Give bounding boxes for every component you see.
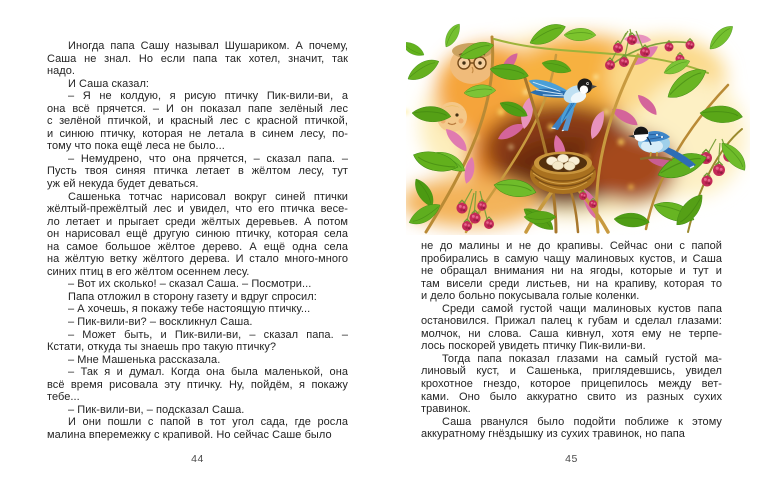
text-line: Саша не знал. Но если папа так хотел, значит, так <box>47 52 348 65</box>
paragraph <box>421 353 722 416</box>
paragraph <box>47 303 348 316</box>
text-line: Саша рванулся было подойти поближе к этому <box>442 415 722 428</box>
text-line: молчок, ни слова. Саша кивнул, хотя ему не терпе- <box>421 327 722 340</box>
paragraph <box>47 366 348 404</box>
paragraph <box>47 153 348 191</box>
text-line: – А хочешь, я покажу тебе настоящую птичку... <box>68 303 311 316</box>
text-line: не обращал внимания ни на ягоды, которые и тут и <box>421 265 722 278</box>
text-line: травинок. <box>421 403 471 416</box>
left-page-number: 44 <box>191 453 204 465</box>
text-line: тому что пока ещё леса не было... <box>47 140 225 153</box>
text-line: Пусть твоя синяя птичка летает в жёлтом лесу, тут <box>47 165 348 178</box>
paragraph <box>421 416 722 441</box>
text-line: – Пик-вили-ви, – подсказал Саша. <box>68 403 245 416</box>
text-line: Сашенька тотчас нарисовал вокруг синей птички <box>68 190 348 203</box>
left-page-text <box>47 40 348 442</box>
bird-nest <box>530 152 596 195</box>
text-line: пробирались в самую чащу малиновых кустов, и Саша <box>421 252 722 265</box>
paragraph <box>47 404 348 417</box>
paragraph <box>47 191 348 279</box>
text-line: синих птиц в его жёлтом осеннем лесу. <box>47 265 250 278</box>
paragraph <box>47 316 348 329</box>
text-line: остановился. Прижал палец к губам и сделал глазами: <box>421 315 722 328</box>
right-page-text <box>421 240 722 441</box>
text-line: – Вот их сколько! – сказал Саша. – Посмотри... <box>68 278 312 291</box>
paragraph <box>421 303 722 353</box>
text-line: с зелёной птичкой, и красный лес с красной птичкой, <box>47 115 348 128</box>
text-line: и синюю птичку, которая не летала в синем лесу, по- <box>47 127 348 140</box>
paragraph <box>47 329 348 354</box>
text-line: всё время рисовала эту птичку. Ну, пойдём, я покажу <box>47 378 348 391</box>
text-line: – Может быть, и Пик-вили-ви, – сказал папа. – <box>68 328 348 341</box>
text-line: – Так я и думал. Когда она была маленькой, она <box>68 366 348 379</box>
text-line: И Саша сказал: <box>68 77 150 90</box>
raspberry-thicket-illustration <box>406 17 750 235</box>
text-line: аккуратному гнёздышку из сухих травинок, но папа <box>421 428 685 441</box>
text-line: линовый куст, и Сашенька, приглядевшись, увидел <box>421 365 722 378</box>
text-line: – Я не колдую, я рисую птичку Пик-вили-ви, а <box>68 90 348 103</box>
paragraph <box>47 90 348 153</box>
illustration <box>406 17 750 235</box>
text-line: жёлтый-прежёлтый лес и увидел, что его птичка весе- <box>47 203 348 216</box>
paragraph <box>47 354 348 367</box>
text-line: ло летает и прыгает среди жёлтых деревьев. А потом <box>47 215 348 228</box>
text-line: Папа отложил в сторону газету и вдруг спросил: <box>68 290 317 303</box>
text-line: на самое большое жёлтое дерево. А ещё одна села <box>47 240 348 253</box>
paragraph <box>421 240 722 303</box>
text-line: она всё прячется. – И он показал папе зелёный лес <box>47 102 348 115</box>
text-line: – Мне Машенька рассказала. <box>68 353 221 366</box>
text-line: – Немудрено, что она прячется, – сказал папа. – <box>68 152 348 165</box>
text-line: уж ей некуда будет деваться. <box>47 178 199 191</box>
paragraph <box>47 291 348 304</box>
text-line: тебе... <box>47 391 80 404</box>
text-line: И они пошли с папой в тот угол сада, где росла <box>68 416 348 429</box>
text-line: лось поскорей увидеть птичку Пик-вили-ви. <box>421 340 646 353</box>
right-page-number: 45 <box>565 453 578 465</box>
paragraph <box>47 78 348 91</box>
text-line: там висели среди листьев, ни на крапиву, которая то <box>421 277 722 290</box>
text-line: – Пик-вили-ви? – воскликнул Саша. <box>68 316 253 329</box>
text-line: Кстати, откуда ты знаешь про такую птичку? <box>47 341 277 354</box>
text-line: не до малины и не до крапивы. Сейчас они с папой <box>421 240 722 252</box>
text-line: крохотное гнездо, которое прицепилось между вет- <box>421 378 722 391</box>
text-line: надо. <box>47 65 76 78</box>
text-line: на жёлтую ветку жёлтого дерева. И стало много-много <box>47 253 348 266</box>
text-line: Среди самой густой чащи малиновых кустов папа <box>442 302 722 315</box>
text-line: Иногда папа Сашу называл Шушариком. А почему, <box>68 40 348 52</box>
text-line: и дело больно покусывала голые коленки. <box>421 290 640 303</box>
paragraph <box>47 278 348 291</box>
text-line: малина вперемежку с крапивой. Но сейчас Саше было <box>47 428 332 441</box>
text-line: он нарисовал ещё другую синюю птичку, которая села <box>47 228 348 241</box>
paragraph <box>47 40 348 78</box>
text-line: Тогда папа показал глазами на самый густой ма- <box>442 352 722 365</box>
paragraph <box>47 416 348 441</box>
text-line: ками. Оно было аккуратно свито из разных сухих <box>421 390 722 403</box>
